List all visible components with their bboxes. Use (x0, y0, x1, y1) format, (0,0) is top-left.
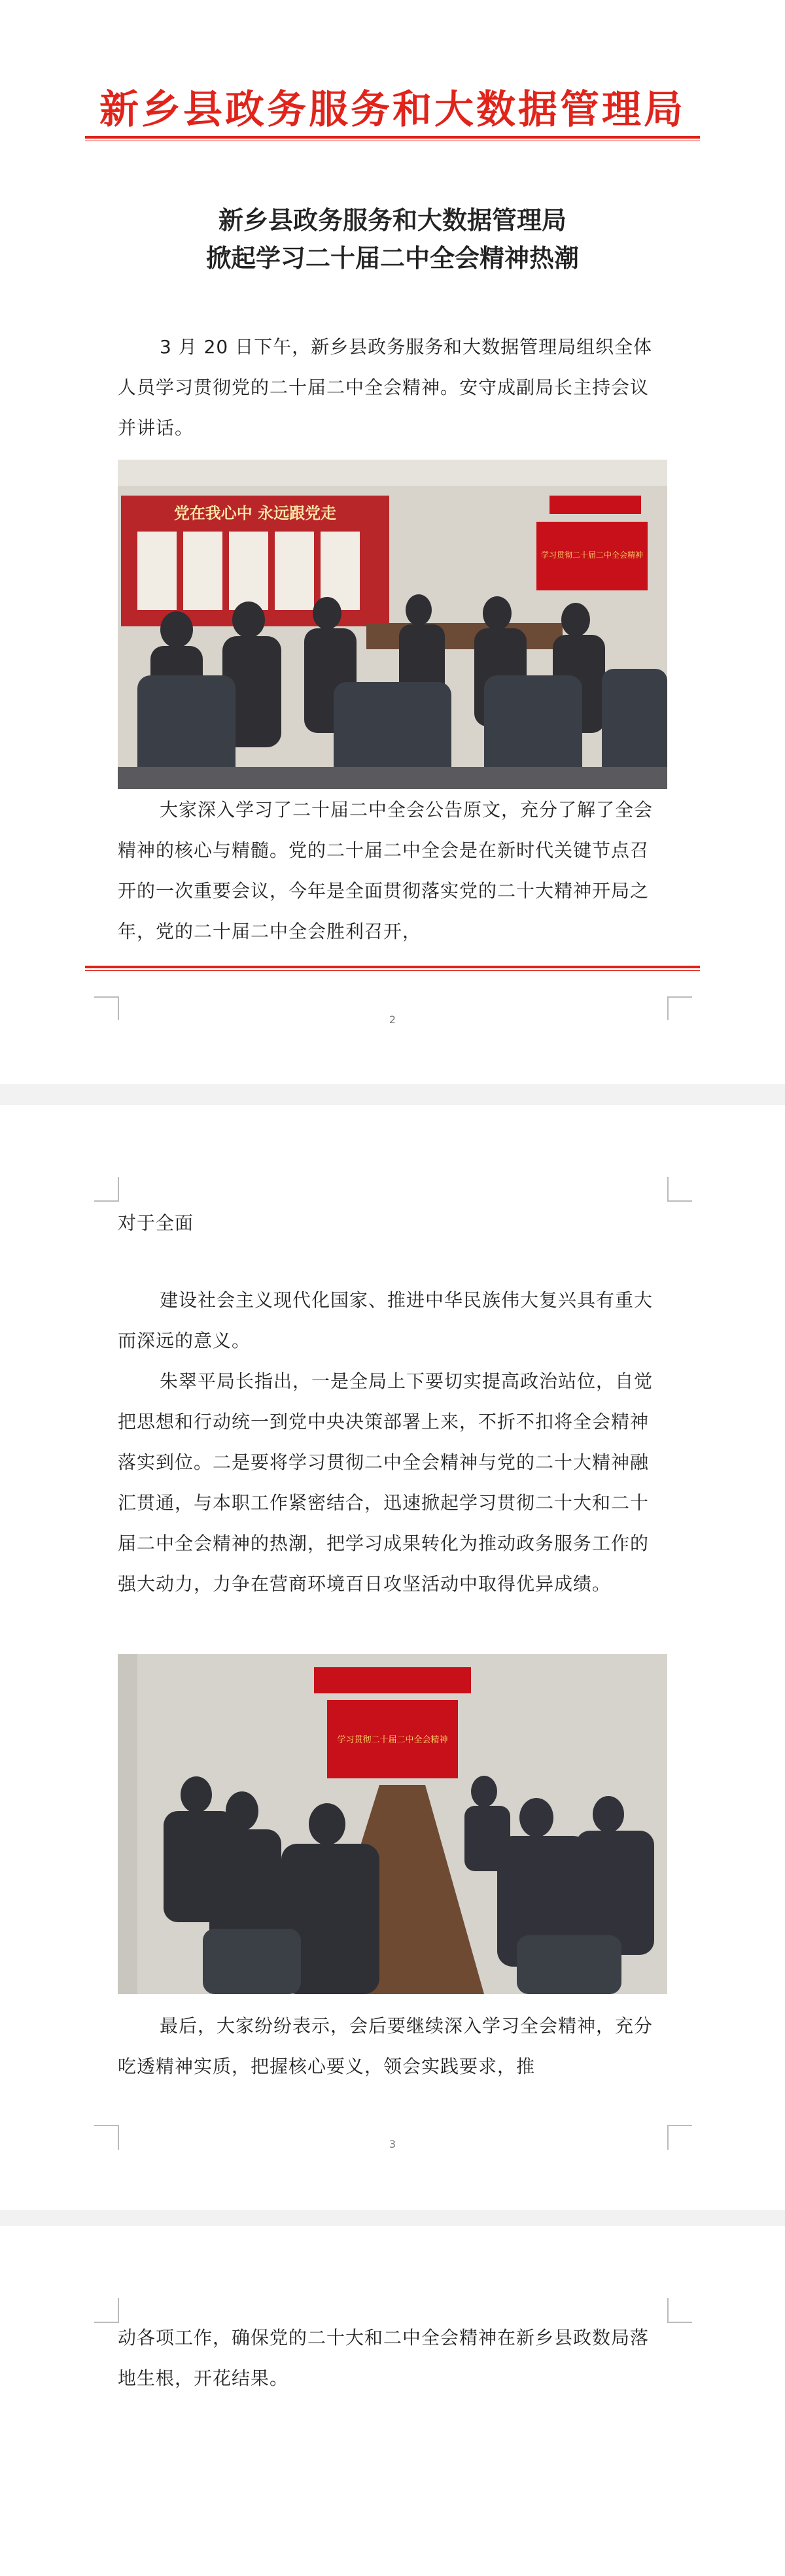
paragraph-intro: 3 月 20 日下午，新乡县政务服务和大数据管理局组织全体人员学习贯彻党的二十届二中全会精神。安守成副局长主持会议并讲话。 (118, 336, 653, 439)
masthead-title: 新乡县政务服务和大数据管理局 (99, 87, 686, 133)
article-title (85, 201, 700, 277)
meeting-photo-2-illustration (118, 1654, 667, 1994)
screen-text-2: 学习贯彻二十届二中全会精神 (337, 1735, 448, 1745)
article-title-line-1: 新乡县政务服务和大数据管理局 (218, 206, 567, 235)
meeting-photo-1 (118, 460, 667, 789)
meeting-photo-2 (118, 1654, 667, 1994)
margin-mark-top-left-3 (94, 2298, 119, 2323)
paragraph-study: 大家深入学习了二十届二中全会公告原文，充分了解了全会精神的核心与精髓。党的二十届二中全会是在新时代关键节点召开的一次重要会议，今年是全面贯彻落实党的二十大精神开局之年，党的二十届二中全会胜利召开， (118, 799, 654, 942)
document-page-3 (0, 2226, 785, 2576)
page-number-2: 2 (389, 1013, 396, 1026)
wall-banner-text: 党在我心中 永远跟党走 (173, 503, 337, 522)
paragraph-continuation: 对于全面 (118, 1212, 194, 1234)
paragraph-director-remarks: 朱翠平局长指出，一是全局上下要切实提高政治站位，自觉把思想和行动统一到党中央决策部署上来，不折不扣将全会精神落实到位。二是要将学习贯彻二中全会精神与党的二十大精神融汇贯通，与本职工作紧密结合，迅速掀起学习贯彻二十大和二十届二中全会精神的热潮，把学习成果转化为推动政务服务工作的强大动力，力争在营商环境百日攻坚活动中取得优异成绩。 (118, 1370, 654, 1595)
article-title-line-2: 掀起学习二十届二中全会精神热潮 (205, 244, 579, 273)
meeting-photo-1-illustration (118, 460, 667, 789)
screen-text-1: 学习贯彻二十届二中全会精神 (540, 551, 644, 560)
page-number-3: 3 (389, 2138, 396, 2150)
page-break-rule (85, 966, 700, 971)
paragraph-significance: 建设社会主义现代化国家、推进中华民族伟大复兴具有重大而深远的意义。 (118, 1289, 654, 1351)
document-page-1 (0, 0, 785, 1084)
paragraph-closing: 最后，大家纷纷表示，会后要继续深入学习全会精神，充分吃透精神实质，把握核心要义，领会实践要求，推 (118, 2015, 654, 2077)
margin-mark-top-right (667, 1177, 692, 1202)
masthead-rule (85, 136, 700, 141)
margin-mark-top-right-3 (667, 2298, 692, 2323)
document-page-2 (0, 1105, 785, 2210)
margin-mark-top-left (94, 1177, 119, 1202)
paragraph-final: 动各项工作，确保党的二十大和二中全会精神在新乡县政数局落地生根，开花结果。 (118, 2327, 650, 2389)
